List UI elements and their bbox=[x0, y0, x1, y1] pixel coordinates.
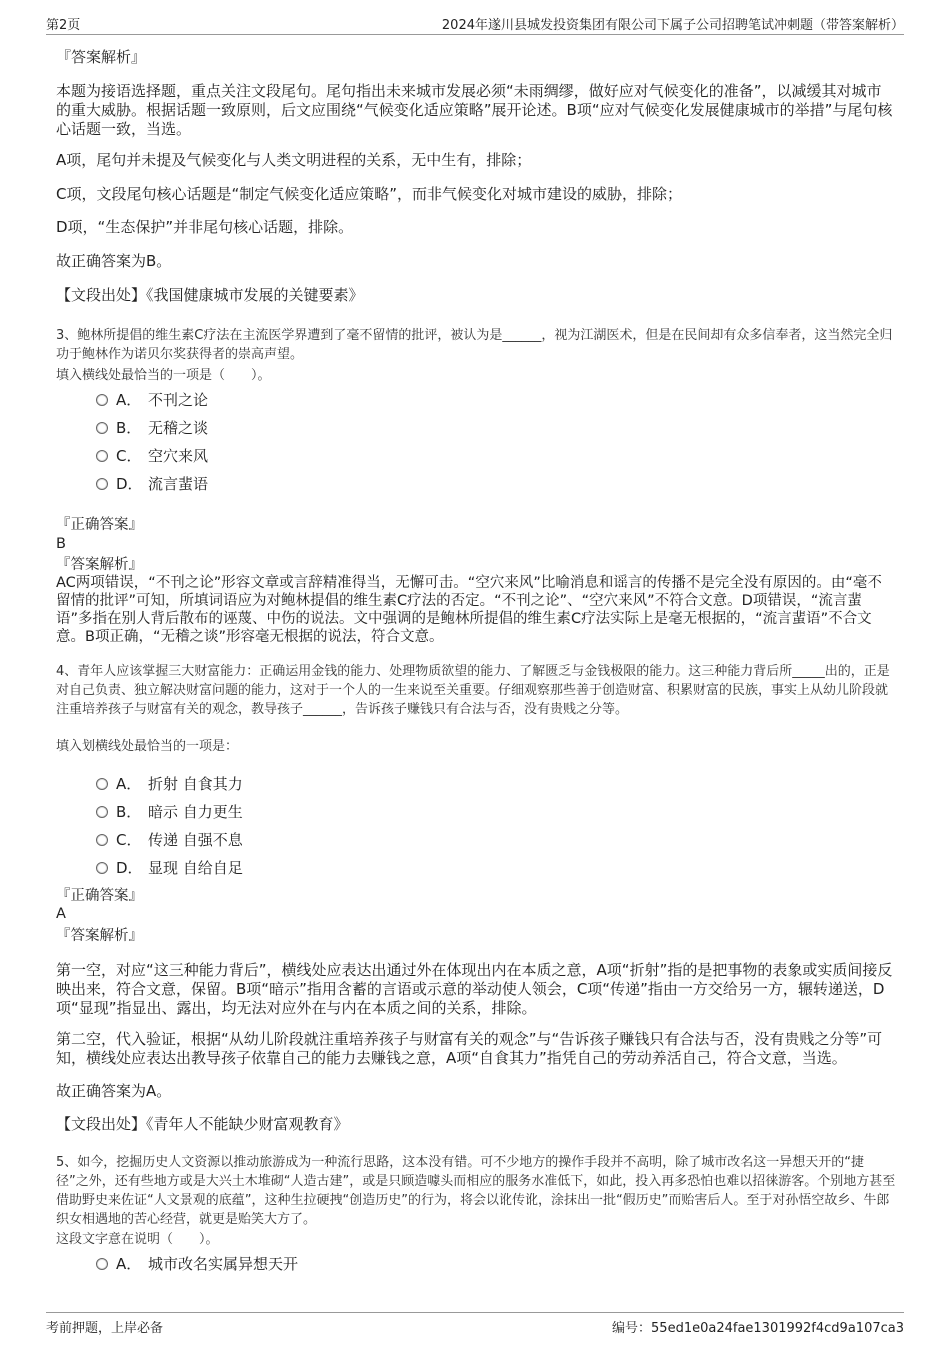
radio-icon[interactable] bbox=[96, 834, 108, 846]
q3-option-c[interactable]: C． 空穴来风 bbox=[96, 445, 208, 465]
q5-prompt: 这段文字意在说明（ ）。 bbox=[56, 1232, 219, 1247]
radio-icon[interactable] bbox=[96, 478, 108, 490]
q4-option-b[interactable]: B． 暗示 自力更生 bbox=[96, 801, 243, 821]
page-number: 第2页 bbox=[46, 18, 81, 33]
radio-icon[interactable] bbox=[96, 778, 108, 790]
q2-analysis-paragraph: A项，尾句并未提及气候变化与人类文明进程的关系，无中生有，排除； bbox=[56, 151, 532, 169]
q3-correct-answer: B bbox=[56, 536, 66, 552]
q2-source: 【文段出处】《我国健康城市发展的关键要素》 bbox=[56, 286, 364, 304]
q5-stem: 5、如今，挖掘历史人文资源以推动旅游成为一种流行思路，这本没有错。可不少地方的操作手段并不高明，除了城市改名这一异想天开的“捷径”之外，还有些地方或是大兴土木堆砌“人造古建”，或是只顾造噱头而相应的服务水准低下，如此，投入再多恐怕也难以招徕游客。个别地方甚至借助野史来佐证“人文景观的底蕴”，这种生拉硬拽“创造历史”的行为，将会以讹传讹，涂抹出一批“假历史”而贻害后人。至于对孙悟空故乡、牛郎织女相遇地的苦心经营，就更是贻笑大方了。 bbox=[56, 1155, 896, 1227]
q4-prompt: 填入划横线处最恰当的一项是： bbox=[56, 739, 239, 754]
q4-conclusion: 故正确答案为A。 bbox=[56, 1082, 172, 1100]
radio-icon[interactable] bbox=[96, 1258, 108, 1270]
q4-analysis-paragraph: 第二空，代入验证，根据“从幼儿阶段就注重培养孩子与财富有关的观念”与“告诉孩子赚钱只有合法与否，没有贵贱之分等”可知，横线处应表达出教导孩子依靠自己的能力去赚钱之意，A项“自食其力”指凭自己的劳动养活自己，符合文意，当选。 bbox=[56, 1030, 883, 1067]
radio-icon[interactable] bbox=[96, 394, 108, 406]
q3-correct-label: 『正确答案』 bbox=[56, 517, 143, 533]
q3-prompt: 填入横线处最恰当的一项是（ ）。 bbox=[56, 368, 271, 383]
footer-slogan: 考前押题，上岸必备 bbox=[46, 1321, 164, 1336]
page-header bbox=[46, 12, 904, 35]
q4-correct-label: 『正确答案』 bbox=[56, 888, 143, 904]
radio-icon[interactable] bbox=[96, 450, 108, 462]
radio-icon[interactable] bbox=[96, 422, 108, 434]
q2-analysis-paragraph: C项，文段尾句核心话题是“制定气候变化适应策略”，而非气候变化对城市建设的威胁，排除； bbox=[56, 185, 683, 203]
document-id: 编号：55ed1e0a24fae1301992f4cd9a107ca3 bbox=[612, 1321, 904, 1336]
q2-analysis-paragraph: D项，“生态保护”并非尾句核心话题，排除。 bbox=[56, 218, 354, 236]
q4-source: 【文段出处】《青年人不能缺少财富观教育》 bbox=[56, 1115, 349, 1133]
radio-icon[interactable] bbox=[96, 862, 108, 874]
page-footer bbox=[46, 1312, 904, 1337]
q4-option-d[interactable]: D． 显现 自给自足 bbox=[96, 857, 243, 877]
q3-option-b[interactable]: B． 无稽之谈 bbox=[96, 417, 208, 437]
q3-stem: 3、鲍林所提倡的维生素C疗法在主流医学界遭到了毫不留情的批评，被认为是______，视为江湖医术，但是在民间却有众多信奉者，这当然完全归功于鲍林作为诺贝尔奖获得者的崇高声望。 bbox=[56, 328, 893, 362]
q4-correct-answer: A bbox=[56, 906, 66, 922]
q2-conclusion: 故正确答案为B。 bbox=[56, 252, 172, 270]
q5-option-a[interactable]: A． 城市改名实属异想天开 bbox=[96, 1253, 298, 1273]
q3-analysis-label: 『答案解析』 bbox=[56, 557, 143, 573]
q3-option-a[interactable]: A． 不刊之论 bbox=[96, 389, 208, 409]
q3-analysis: AC两项错误，“不刊之论”形容文章或言辞精准得当，无懈可击。“空穴来风”比喻消息和谣言的传播不是完全没有原因的。由“毫不留情的批评”可知，所填词语应为对鲍林提倡的维生素C疗法的否定。“不刊之论”、“空穴来风”不符合文意。D项错误，“流言蜚语”多指在别人背后散布的诬蔑、中伤的说法。文中强调的是鲍林所提倡的维生素C疗法实际上是毫无根据的，“流言蜚语”不合文意。B项正确，“无稽之谈”形容毫无根据的说法，符合文意。 bbox=[56, 575, 882, 645]
radio-icon[interactable] bbox=[96, 806, 108, 818]
q3-option-d[interactable]: D． 流言蜚语 bbox=[96, 473, 208, 493]
q4-analysis-label: 『答案解析』 bbox=[56, 928, 143, 944]
q4-stem: 4、青年人应该掌握三大财富能力：正确运用金钱的能力、处理物质欲望的能力、了解匮乏与金钱极限的能力。这三种能力背后所_____出的，正是对自己负责、独立解决财富问题的能力，这对于一个人的一生来说至关重要。仔细观察那些善于创造财富、积累财富的民族，事实上从幼儿阶段就注重培养孩子与财富有关的观念，教导孩子______，告诉孩子赚钱只有合法与否，没有贵贱之分等。 bbox=[56, 664, 890, 717]
q2-analysis-label: 『答案解析』 bbox=[56, 48, 147, 66]
document-title: 2024年遂川县城发投资集团有限公司下属子公司招聘笔试冲刺题（带答案解析） bbox=[441, 18, 904, 33]
q2-analysis-paragraph: 本题为接语选择题，重点关注文段尾句。尾句指出未来城市发展必须“未雨绸缪，做好应对气候变化的准备”，以减缓其对城市的重大威胁。根据话题一致原则，后文应围绕“气候变化适应策略”展开论述。B项“应对气候变化发展健康城市的举措”与尾句核心话题一致，当选。 bbox=[56, 82, 893, 138]
q4-option-c[interactable]: C． 传递 自强不息 bbox=[96, 829, 243, 849]
q4-analysis-paragraph: 第一空，对应“这三种能力背后”，横线处应表达出通过外在体现出内在本质之意，A项“折射”指的是把事物的表象或实质间接反映出来，符合文意，保留。B项“暗示”指用含蓄的言语或示意的举动使人领会，C项“传递”指由一方交给另一方，辗转递送，D项“显现”指显出、露出，均无法对应外在与内在本质之间的关系，排除。 bbox=[56, 961, 893, 1017]
q4-option-a[interactable]: A． 折射 自食其力 bbox=[96, 773, 243, 793]
